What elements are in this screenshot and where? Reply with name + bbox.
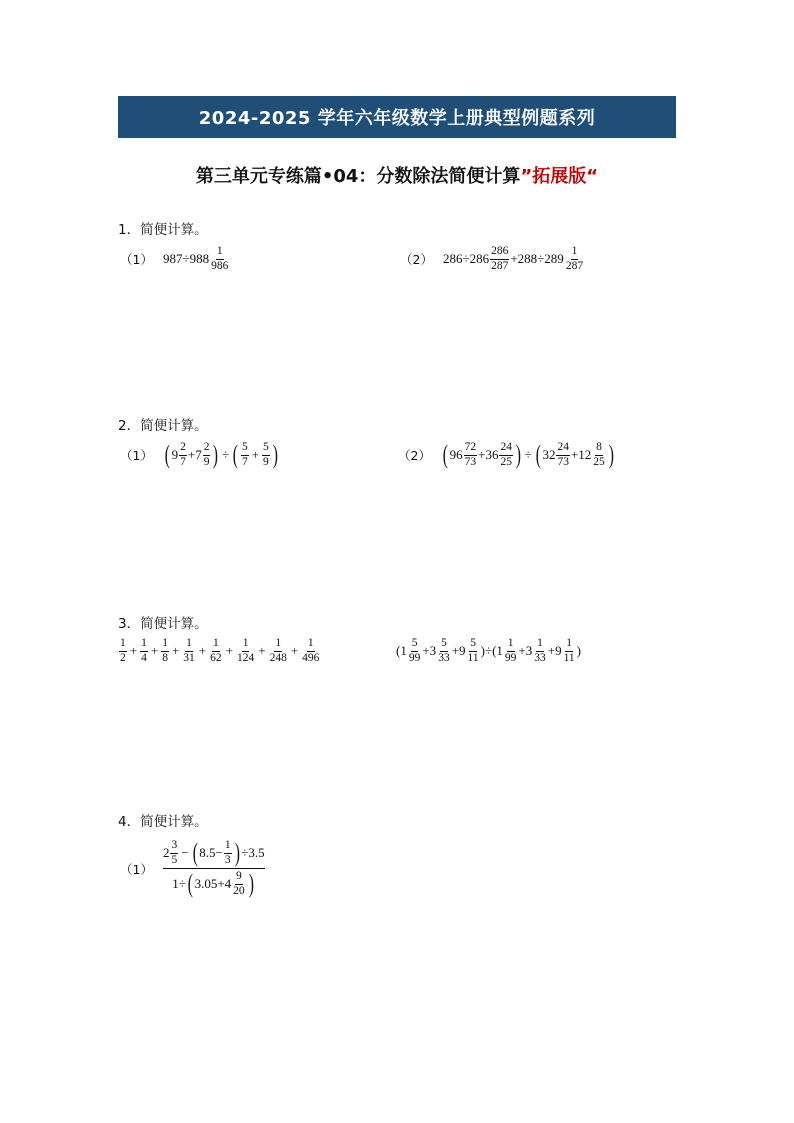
- subtitle-main: 第三单元专练篇•04：分数除法简便计算: [195, 166, 521, 187]
- numerator: 1: [212, 638, 220, 652]
- operator: ÷: [222, 447, 230, 462]
- numerator: 286: [490, 246, 509, 260]
- numerator: 3: [170, 840, 178, 854]
- whole-number: +7: [187, 447, 202, 462]
- denominator: 287: [565, 259, 584, 272]
- denominator: 4: [141, 651, 147, 664]
- numerator: 1: [216, 246, 224, 260]
- numerator: 9: [235, 871, 243, 885]
- problem-label: （1）: [120, 861, 153, 877]
- operator: +: [129, 643, 138, 658]
- right-paren: ): [608, 440, 614, 469]
- right-paren: ): [213, 440, 219, 469]
- numerator: 5: [440, 638, 448, 652]
- denominator: 99: [408, 651, 421, 664]
- complex-numerator: [163, 840, 265, 869]
- expr-text: ): [576, 643, 582, 658]
- fraction: [203, 442, 211, 468]
- expr-text: 286÷286: [442, 251, 490, 266]
- fraction: [490, 246, 509, 272]
- fraction: [301, 638, 320, 664]
- numerator: 1: [307, 638, 315, 652]
- denominator: 11: [467, 651, 479, 664]
- denominator: 124: [236, 651, 255, 664]
- q4-problem-1: [120, 840, 265, 897]
- left-paren: (: [233, 440, 239, 469]
- numerator: 1: [119, 638, 127, 652]
- q1-problem-2: [400, 246, 585, 272]
- banner-title: 2024-2025 学年六年级数学上册典型例题系列: [198, 108, 596, 129]
- fraction: [119, 638, 127, 664]
- operator: ÷: [524, 447, 532, 462]
- operator: +: [150, 643, 159, 658]
- operator: +: [251, 447, 260, 462]
- question-2-heading: 2．简便计算。: [118, 418, 208, 434]
- numerator: 1: [565, 638, 573, 652]
- numerator: 1: [140, 638, 148, 652]
- whole-number: 32: [542, 447, 556, 462]
- denominator: 7: [241, 455, 248, 468]
- fraction: [140, 638, 148, 664]
- numerator: 24: [556, 442, 570, 456]
- numerator: 1: [161, 638, 169, 652]
- fraction: [467, 638, 480, 664]
- left-paren: (: [192, 838, 198, 867]
- denominator: 986: [211, 259, 229, 272]
- question-4-heading: 4．简便计算。: [118, 814, 208, 830]
- expr-text: (1: [396, 643, 407, 658]
- whole-number: 96: [449, 447, 463, 462]
- fraction: [437, 638, 451, 664]
- denominator: 25: [500, 455, 512, 468]
- left-paren: (: [187, 869, 193, 898]
- denominator: 5: [171, 853, 178, 866]
- left-paren: (: [164, 440, 170, 469]
- denominator: 287: [491, 259, 509, 272]
- denominator: 33: [438, 651, 450, 664]
- numerator: 1: [507, 638, 515, 652]
- expr-text: 987÷988: [162, 251, 210, 266]
- fraction: [170, 840, 178, 866]
- denominator: 496: [302, 651, 320, 664]
- title-banner: [118, 96, 676, 138]
- numerator: 1: [185, 638, 193, 652]
- right-paren: ): [272, 440, 278, 469]
- expr-text: 8.5−: [199, 845, 223, 860]
- numerator: 5: [262, 442, 270, 456]
- denominator: 25: [593, 455, 605, 468]
- left-paren: (: [442, 440, 448, 469]
- left-paren: (: [535, 440, 541, 469]
- q1-problem-1: [120, 246, 230, 272]
- expr-text: ÷3.5: [241, 845, 265, 860]
- whole-number: +3: [518, 643, 533, 658]
- operator: +: [290, 643, 299, 658]
- fraction: [563, 638, 576, 664]
- expr-text: +288÷289: [510, 251, 564, 266]
- numerator: 5: [241, 442, 249, 456]
- q3-problem-left: [118, 638, 321, 664]
- expr-text: )÷(1: [480, 643, 503, 658]
- fraction: [262, 442, 270, 468]
- denominator: 8: [162, 651, 168, 664]
- problem-label: （1）: [120, 252, 153, 267]
- q2-problem-2: [398, 442, 615, 468]
- subtitle-edition: ”拓展版“: [520, 166, 599, 187]
- denominator: 7: [180, 455, 186, 468]
- whole-number: +12: [570, 447, 592, 462]
- denominator: 73: [557, 455, 569, 468]
- numerator: 24: [499, 442, 513, 456]
- question-1-heading: 1．简便计算。: [118, 222, 208, 238]
- q3-problem-right: [396, 638, 581, 664]
- denominator: 9: [263, 455, 269, 468]
- right-paren: ): [515, 440, 521, 469]
- expr-text: 1÷: [172, 876, 186, 891]
- problem-label: （1）: [120, 448, 153, 463]
- fraction: [499, 442, 513, 468]
- fraction: [182, 638, 196, 664]
- complex-denominator: [172, 869, 255, 897]
- numerator: 5: [469, 638, 477, 652]
- numerator: 1: [224, 840, 232, 854]
- problem-label: （2）: [400, 252, 433, 267]
- denominator: 73: [464, 455, 477, 468]
- denominator: 99: [504, 651, 517, 664]
- fraction: [408, 638, 422, 664]
- numerator: 1: [274, 638, 282, 652]
- numerator: 2: [179, 442, 187, 456]
- denominator: 33: [534, 651, 546, 664]
- numerator: 72: [464, 442, 478, 456]
- denominator: 62: [210, 651, 222, 664]
- whole-number: +36: [478, 447, 499, 462]
- denominator: 3: [224, 853, 231, 866]
- fraction: [236, 638, 255, 664]
- fraction: [464, 442, 478, 468]
- operator: +: [258, 643, 266, 658]
- operator: +: [225, 643, 233, 658]
- denominator: 2: [120, 651, 126, 664]
- whole-number: 2: [162, 845, 170, 860]
- fraction: [533, 638, 547, 664]
- operator: +: [198, 643, 207, 658]
- fraction: [224, 840, 232, 866]
- fraction: [565, 246, 584, 272]
- subtitle: [0, 162, 794, 188]
- fraction: [556, 442, 570, 468]
- denominator: 248: [269, 651, 287, 664]
- whole-number: 9: [171, 447, 179, 462]
- denominator: 9: [203, 455, 210, 468]
- numerator: 1: [571, 246, 579, 260]
- operator: +: [171, 643, 180, 658]
- denominator: 11: [563, 651, 575, 664]
- expr-text: 3.05+4: [194, 876, 232, 891]
- fraction: [241, 442, 249, 468]
- denominator: 20: [233, 884, 245, 897]
- numerator: 1: [536, 638, 544, 652]
- fraction: [179, 442, 187, 468]
- right-paren: ): [248, 869, 254, 898]
- whole-number: +3: [422, 643, 437, 658]
- operator: −: [181, 845, 189, 860]
- fraction: [232, 871, 246, 897]
- numerator: 2: [203, 442, 211, 456]
- fraction: [504, 638, 518, 664]
- problem-label: （2）: [398, 448, 431, 463]
- fraction: [161, 638, 169, 664]
- numerator: 8: [595, 442, 603, 456]
- fraction: [210, 246, 229, 272]
- numerator: 1: [242, 638, 250, 652]
- denominator: 31: [183, 651, 195, 664]
- right-paren: ): [234, 838, 240, 867]
- question-3-heading: 3．简便计算。: [118, 616, 208, 632]
- numerator: 5: [411, 638, 419, 652]
- complex-fraction: [163, 840, 265, 897]
- fraction: [209, 638, 223, 664]
- fraction: [269, 638, 288, 664]
- whole-number: +9: [547, 643, 562, 658]
- whole-number: +9: [451, 643, 466, 658]
- fraction: [592, 442, 606, 468]
- q2-problem-1: [120, 442, 279, 468]
